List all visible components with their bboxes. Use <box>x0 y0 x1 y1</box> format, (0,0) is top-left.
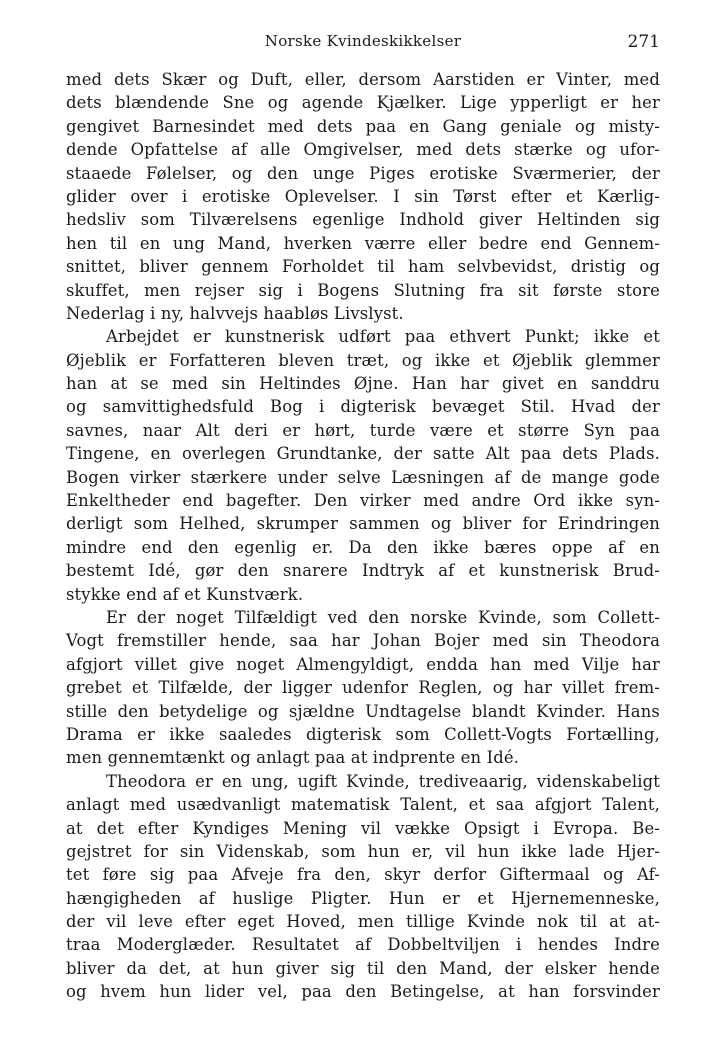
text-line: men gennemtænkt og anlagt paa at indprente en Idé. <box>66 748 520 768</box>
text-line: gejstret for sin Videnskab, som hun er, vil hun ikke lade Hjer- <box>66 841 660 861</box>
text-line: staaede Følelser, og den unge Piges erotiske Sværmerier, der <box>66 163 660 183</box>
text-line: glider over i erotiske Oplevelser. I sin Tørst efter et Kærlig- <box>66 186 660 206</box>
text-line: Vogt fremstiller hende, saa har Johan Bojer med sin Theodora <box>66 631 660 651</box>
text-line: Enkeltheder end bagefter. Den virker med andre Ord ikke syn- <box>66 491 660 511</box>
text-line: med dets Skær og Duft, eller, dersom Aarstiden er Vinter, med <box>66 70 660 89</box>
text-line: at det efter Kyndiges Mening vil vække Opsigt i Evropa. Be- <box>66 818 660 838</box>
text-line: Bogen virker stærkere under selve Læsningen af de mange gode <box>66 467 660 487</box>
text-line: dets blændende Sne og agende Kjælker. Lige ypperligt er her <box>66 93 660 113</box>
paragraph-first-line: Theodora er en ung, ugift Kvinde, trediveaarig, videnskabeligt <box>106 771 660 791</box>
text-line: snittet, bliver gennem Forholdet til ham selvbevidst, dristig og <box>66 257 660 277</box>
text-line: Øjeblik er Forfatteren bleven træt, og ikke et Øjeblik glemmer <box>66 350 660 370</box>
text-line: stykke end af et Kunstværk. <box>66 584 304 604</box>
text-line: hedsliv som Tilværelsens egenlige Indhold giver Heltinden sig <box>66 210 660 230</box>
text-line: bliver da det, at hun giver sig til den Mand, der elsker hende <box>66 958 660 978</box>
running-title: Norske Kvindeskikkelser <box>264 32 462 50</box>
text-line: tet føre sig paa Afveje fra den, skyr derfor Giftermaal og Af- <box>66 865 660 885</box>
text-line: savnes, naar Alt deri er hørt, turde være et større Syn paa <box>66 420 660 440</box>
text-line: derligt som Helhed, skrumper sammen og bliver for Erindringen <box>66 514 660 534</box>
text-line: og hvem hun lider vel, paa den Betingelse, at han forsvinder <box>66 982 660 1002</box>
text-line: traa Moderglæder. Resultatet af Dobbeltviljen i hendes Indre <box>66 935 660 955</box>
text-line: grebet et Tilfælde, der ligger udenfor Reglen, og har villet frem- <box>66 678 660 698</box>
text-line: skuffet, men rejser sig i Bogens Slutning fra sit første store <box>66 280 660 300</box>
text-line: anlagt med usædvanligt matematisk Talent, et saa afgjort Talent, <box>66 795 660 815</box>
page-header <box>66 32 660 56</box>
text-line: hen til en ung Mand, hverken værre eller bedre end Gennem- <box>66 233 660 253</box>
text-line: Tingene, en overlegen Grundtanke, der satte Alt paa dets Plads. <box>66 444 660 464</box>
body-text <box>66 68 660 1004</box>
text-line: mindre end den egenlig er. Da den ikke bæres oppe af en <box>66 537 660 557</box>
paragraph-first-line: Er der noget Tilfældigt ved den norske Kvinde, som Collett- <box>106 607 660 627</box>
text-line: der vil leve efter eget Hoved, men tillige Kvinde nok til at at- <box>66 912 660 932</box>
text-line: og samvittighedsfuld Bog i digterisk bevæget Stil. Hvad der <box>66 397 660 417</box>
text-line: Drama er ikke saaledes digterisk som Collett-Vogts Fortælling, <box>66 724 660 744</box>
text-line: dende Opfattelse af alle Omgivelser, med dets stærke og ufor- <box>66 140 660 160</box>
text-line: hængigheden af huslige Pligter. Hun er et Hjernemenneske, <box>66 888 660 908</box>
text-line: gengivet Barnesindet med dets paa en Gang geniale og misty- <box>66 116 660 136</box>
paragraph-first-line: Arbejdet er kunstnerisk udført paa ethvert Punkt; ikke et <box>106 327 660 347</box>
text-line: han at se med sin Heltindes Øjne. Han har givet en sanddru <box>66 374 660 394</box>
page-number: 271 <box>627 32 660 52</box>
text-line: bestemt Idé, gør den snarere Indtryk af et kunstnerisk Brud- <box>66 561 660 581</box>
text-line: stille den betydelige og sjældne Undtagelse blandt Kvinder. Hans <box>66 701 660 721</box>
text-line: Nederlag i ny, halvvejs haabløs Livslyst. <box>66 303 404 323</box>
text-line: afgjort villet give noget Almengyldigt, endda han med Vilje har <box>66 654 660 674</box>
